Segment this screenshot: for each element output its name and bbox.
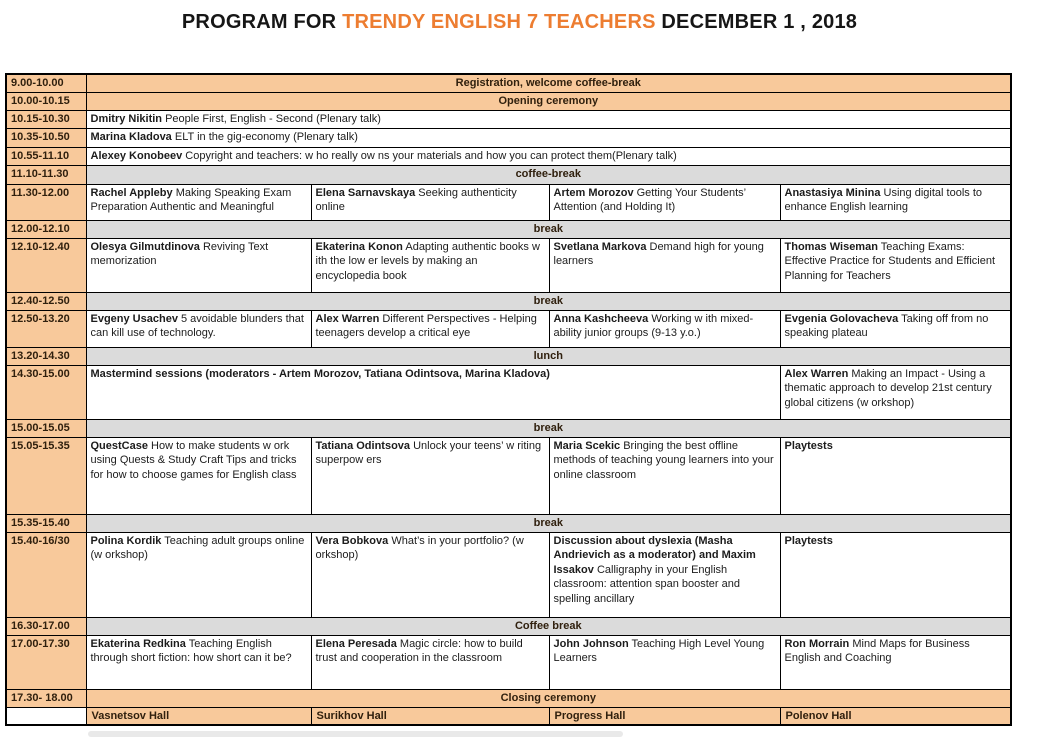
table-row [6, 689, 1011, 707]
time-cell: 11.30-12.00 [6, 184, 86, 220]
speaker-name: Elena Sarnavskaya [315, 186, 416, 199]
page-title [0, 11, 1039, 34]
table-row [6, 707, 1011, 725]
table-row [6, 532, 1011, 617]
time-cell: 11.10-11.30 [6, 165, 86, 184]
session-cell [780, 310, 1011, 347]
banner-label: Registration, welcome coffee-break [86, 74, 1011, 92]
speaker-name: Thomas Wiseman [784, 240, 878, 253]
session-title: Teaching Exams: Effective Practice for Students and Efficient Planning for Teachers [784, 240, 996, 282]
table-row [6, 220, 1011, 238]
hall-name-cell: Progress Hall [549, 707, 780, 725]
session-title: Making an Impact - Using a thematic approach to develop 21st century global citizens (w orkshop) [784, 367, 992, 409]
session-cell [311, 532, 549, 617]
table-row [6, 74, 1011, 92]
speaker-name: Anastasiya Minina [784, 186, 881, 199]
session-title: Teaching adult groups online (w orkshop) [90, 534, 305, 562]
speaker-name: Alexey Konobeev [90, 149, 183, 162]
session-cell [86, 184, 311, 220]
time-cell: 12.40-12.50 [6, 292, 86, 310]
banner-label: break [86, 292, 1011, 310]
session-cell [311, 310, 549, 347]
time-cell: 15.05-15.35 [6, 437, 86, 514]
session-title: How to make students w ork using Quests & Study Craft Tips and tricks for how to choose games for English class [90, 439, 297, 481]
plenary-cell [86, 128, 1011, 147]
table-row [6, 184, 1011, 220]
speaker-name: Playtests [784, 439, 833, 452]
table-row [6, 147, 1011, 165]
banner-label: coffee-break [86, 165, 1011, 184]
speaker-name: Elena Peresada [315, 637, 397, 650]
session-cell [549, 532, 780, 617]
session-cell [311, 635, 549, 689]
speaker-name: Ekaterina Redkina [90, 637, 186, 650]
time-cell: 15.35-15.40 [6, 514, 86, 532]
time-cell: 9.00-10.00 [6, 74, 86, 92]
session-title: Teaching High Level Young Learners [553, 637, 765, 665]
session-cell [780, 437, 1011, 514]
session-title: Demand high for young learners [553, 240, 764, 268]
speaker-name: Rachel Appleby [90, 186, 173, 199]
time-cell: 10.00-10.15 [6, 92, 86, 110]
time-cell: 12.50-13.20 [6, 310, 86, 347]
session-title: Reviving Text memorization [90, 240, 269, 268]
session-title: Unlock your teens’ w riting superpow ers [315, 439, 542, 467]
session-cell [311, 238, 549, 292]
session-cell [549, 437, 780, 514]
session-title: 5 avoidable blunders that can kill use of technology. [90, 312, 304, 340]
speaker-name: Dmitry Nikitin [90, 112, 163, 125]
speaker-name: John Johnson [553, 637, 629, 650]
session-title: What’s in your portfolio? (w orkshop) [315, 534, 524, 562]
banner-label: lunch [86, 347, 1011, 365]
time-cell: 15.00-15.05 [6, 419, 86, 437]
session-cell [311, 437, 549, 514]
session-title: Mind Maps for Business English and Coaching [784, 637, 970, 665]
banner-label: Closing ceremony [86, 689, 1011, 707]
session-cell [780, 532, 1011, 617]
table-row [6, 365, 1011, 419]
table-row [6, 635, 1011, 689]
table-row [6, 128, 1011, 147]
speaker-name: Alex Warren [315, 312, 380, 325]
time-cell: 10.55-11.10 [6, 147, 86, 165]
speaker-name: Artem Morozov [553, 186, 634, 199]
session-title: Teaching English through short fiction: how short can it be? [90, 637, 292, 665]
session-title: Taking off from no speaking plateau [784, 312, 989, 340]
speaker-name: QuestCase [90, 439, 148, 452]
table-row [6, 110, 1011, 128]
speaker-name: Discussion about dyslexia (Masha Andrievich as a moderator) and Maxim Issakov [553, 534, 756, 576]
hall-name-cell: Surikhov Hall [311, 707, 549, 725]
time-cell: 15.40-16/30 [6, 532, 86, 617]
time-cell: 17.00-17.30 [6, 635, 86, 689]
table-row [6, 347, 1011, 365]
session-title: Seeking authenticity online [315, 186, 517, 214]
speaker-name: Polina Kordik [90, 534, 162, 547]
session-title: Bringing the best offline methods of teaching young learners into your online classroom [553, 439, 774, 481]
table-row [6, 617, 1011, 635]
session-title: Calligraphy in your English classroom: attention span booster and spelling ancillary [553, 563, 741, 605]
plenary-cell [86, 110, 1011, 128]
session-cell [311, 184, 549, 220]
time-cell: 10.15-10.30 [6, 110, 86, 128]
hall-name-cell: Polenov Hall [780, 707, 1011, 725]
session-cell [86, 532, 311, 617]
banner-label: break [86, 220, 1011, 238]
title-date: DECEMBER 1 , 2018 [655, 11, 858, 33]
speaker-name: Evgeny Usachev [90, 312, 178, 325]
banner-label: Coffee break [86, 617, 1011, 635]
speaker-name: Evgenia Golovacheva [784, 312, 899, 325]
session-cell [86, 437, 311, 514]
scan-artifact [88, 731, 623, 737]
session-title: ELT in the gig-economy (Plenary talk) [174, 130, 358, 143]
session-title: Using digital tools to enhance English learning [784, 186, 982, 214]
session-cell [780, 365, 1011, 419]
session-title: Magic circle: how to build trust and cooperation in the classroom [315, 637, 523, 665]
session-cell [549, 238, 780, 292]
corner-spacer [6, 707, 86, 725]
speaker-name: Maria Scekic [553, 439, 621, 452]
session-cell [549, 310, 780, 347]
table-row [6, 437, 1011, 514]
time-cell: 12.00-12.10 [6, 220, 86, 238]
session-cell [549, 184, 780, 220]
speaker-name: Tatiana Odintsova [315, 439, 411, 452]
plenary-cell [86, 147, 1011, 165]
speaker-name: Vera Bobkova [315, 534, 389, 547]
table-row [6, 310, 1011, 347]
hall-name-cell: Vasnetsov Hall [86, 707, 311, 725]
banner-label: Opening ceremony [86, 92, 1011, 110]
session-cell [86, 365, 780, 419]
table-row [6, 514, 1011, 532]
session-cell [780, 184, 1011, 220]
session-title: Copyright and teachers: w ho really ow ns your materials and how you can protect them(Plenary talk) [185, 149, 677, 162]
table-row [6, 419, 1011, 437]
session-title: Different Perspectives - Helping teenagers develop a critical eye [315, 312, 537, 340]
session-cell [780, 635, 1011, 689]
session-cell [86, 635, 311, 689]
speaker-name: Marina Kladova [90, 130, 172, 143]
time-cell: 12.10-12.40 [6, 238, 86, 292]
time-cell: 17.30- 18.00 [6, 689, 86, 707]
speaker-name: Alex Warren [784, 367, 849, 380]
time-cell: 13.20-14.30 [6, 347, 86, 365]
speaker-name: Playtests [784, 534, 833, 547]
speaker-name: Svetlana Markova [553, 240, 647, 253]
table-row [6, 292, 1011, 310]
session-title: Adapting authentic books w ith the low er levels by making an encyclopedia book [315, 240, 540, 282]
session-title: Getting Your Students’ Attention (and Holding It) [553, 186, 746, 214]
time-cell: 16.30-17.00 [6, 617, 86, 635]
banner-label: break [86, 419, 1011, 437]
session-title: Making Speaking Exam Preparation Authentic and Meaningful [90, 186, 292, 214]
table-row [6, 165, 1011, 184]
speaker-name: Olesya Gilmutdinova [90, 240, 200, 253]
speaker-name: Anna Kashcheeva [553, 312, 649, 325]
title-conference-name: TRENDY ENGLISH 7 TEACHERS [342, 11, 656, 33]
table-row [6, 238, 1011, 292]
session-cell [86, 310, 311, 347]
banner-label: break [86, 514, 1011, 532]
session-cell [86, 238, 311, 292]
session-title: Working w ith mixed-ability junior groups (9-13 y.o.) [553, 312, 754, 340]
title-prefix: PROGRAM FOR [181, 11, 343, 33]
session-title: People First, English - Second (Plenary talk) [165, 112, 381, 125]
session-cell [780, 238, 1011, 292]
table-row [6, 92, 1011, 110]
speaker-name: Mastermind sessions (moderators - Artem Morozov, Tatiana Odintsova, Marina Kladova) [90, 367, 550, 380]
time-cell: 14.30-15.00 [6, 365, 86, 419]
session-cell [549, 635, 780, 689]
program-schedule-table [5, 73, 1012, 726]
speaker-name: Ron Morrain [784, 637, 850, 650]
time-cell: 10.35-10.50 [6, 128, 86, 147]
speaker-name: Ekaterina Konon [315, 240, 403, 253]
